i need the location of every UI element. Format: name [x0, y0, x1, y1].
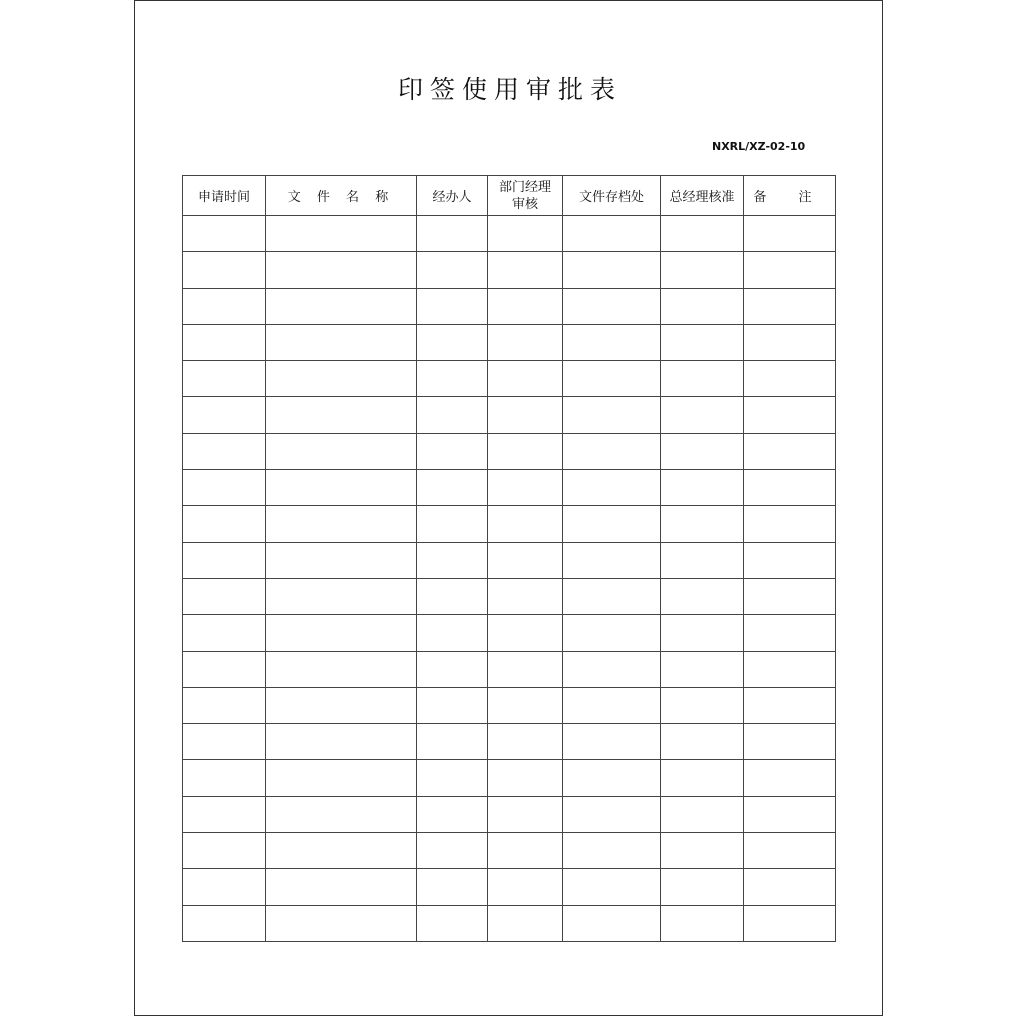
- table-cell[interactable]: [183, 433, 266, 469]
- table-cell[interactable]: [417, 651, 488, 687]
- table-cell[interactable]: [488, 252, 563, 288]
- table-cell[interactable]: [417, 252, 488, 288]
- table-row: [183, 252, 836, 288]
- table-cell[interactable]: [488, 578, 563, 614]
- table-cell[interactable]: [563, 651, 661, 687]
- table-cell[interactable]: [266, 361, 417, 397]
- table-body: [183, 216, 836, 942]
- table-cell[interactable]: [661, 470, 744, 506]
- table-cell[interactable]: [661, 724, 744, 760]
- table-cell[interactable]: [266, 216, 417, 252]
- table-cell[interactable]: [563, 687, 661, 723]
- table-cell[interactable]: [488, 869, 563, 905]
- table-cell[interactable]: [744, 833, 836, 869]
- table-cell[interactable]: [183, 760, 266, 796]
- table-cell[interactable]: [183, 578, 266, 614]
- table-cell[interactable]: [488, 506, 563, 542]
- table-cell[interactable]: [417, 288, 488, 324]
- table-cell[interactable]: [744, 433, 836, 469]
- table-cell[interactable]: [488, 397, 563, 433]
- table-cell[interactable]: [183, 615, 266, 651]
- table-cell[interactable]: [661, 433, 744, 469]
- table-cell[interactable]: [563, 397, 661, 433]
- table-row: [183, 542, 836, 578]
- table-cell[interactable]: [661, 833, 744, 869]
- table-cell[interactable]: [417, 216, 488, 252]
- table-cell[interactable]: [183, 833, 266, 869]
- table-row: [183, 724, 836, 760]
- table-cell[interactable]: [661, 324, 744, 360]
- table-cell[interactable]: [744, 760, 836, 796]
- table-cell[interactable]: [417, 433, 488, 469]
- header-handler: 经办人: [417, 176, 488, 216]
- table-row: [183, 615, 836, 651]
- table-cell[interactable]: [183, 288, 266, 324]
- table-cell[interactable]: [266, 796, 417, 832]
- header-dept-manager-line1: 部门经理: [498, 179, 551, 195]
- table-cell[interactable]: [183, 397, 266, 433]
- table-cell[interactable]: [563, 542, 661, 578]
- table-cell[interactable]: [488, 324, 563, 360]
- table-row: [183, 470, 836, 506]
- approval-table: [182, 175, 836, 942]
- table-cell[interactable]: [266, 506, 417, 542]
- table-cell[interactable]: [417, 796, 488, 832]
- table-cell[interactable]: [488, 615, 563, 651]
- table-cell[interactable]: [183, 470, 266, 506]
- table-row: [183, 905, 836, 941]
- table-row: [183, 216, 836, 252]
- table-cell[interactable]: [488, 216, 563, 252]
- table-cell[interactable]: [661, 288, 744, 324]
- table-cell[interactable]: [744, 615, 836, 651]
- header-archive-location: 文件存档处: [563, 176, 661, 216]
- table-cell[interactable]: [744, 724, 836, 760]
- table-row: [183, 324, 836, 360]
- table-cell[interactable]: [563, 724, 661, 760]
- table-cell[interactable]: [563, 760, 661, 796]
- table-cell[interactable]: [417, 687, 488, 723]
- table-cell[interactable]: [183, 506, 266, 542]
- table-cell[interactable]: [563, 796, 661, 832]
- table-cell[interactable]: [563, 433, 661, 469]
- table-row: [183, 578, 836, 614]
- table-cell[interactable]: [266, 578, 417, 614]
- table-row: [183, 288, 836, 324]
- table-cell[interactable]: [266, 905, 417, 941]
- table-cell[interactable]: [488, 796, 563, 832]
- table-cell[interactable]: [563, 869, 661, 905]
- table-cell[interactable]: [417, 833, 488, 869]
- table-cell[interactable]: [488, 651, 563, 687]
- table-cell[interactable]: [744, 470, 836, 506]
- table-cell[interactable]: [661, 578, 744, 614]
- table-cell[interactable]: [744, 687, 836, 723]
- table-cell[interactable]: [661, 651, 744, 687]
- table-row: [183, 651, 836, 687]
- table-cell[interactable]: [563, 470, 661, 506]
- table-cell[interactable]: [266, 833, 417, 869]
- table-cell[interactable]: [266, 869, 417, 905]
- table-cell[interactable]: [183, 724, 266, 760]
- table-cell[interactable]: [266, 397, 417, 433]
- table-cell[interactable]: [563, 324, 661, 360]
- table-cell[interactable]: [417, 361, 488, 397]
- table-cell[interactable]: [744, 216, 836, 252]
- table-cell[interactable]: [417, 578, 488, 614]
- table-cell[interactable]: [744, 397, 836, 433]
- table-cell[interactable]: [183, 542, 266, 578]
- table-cell[interactable]: [417, 724, 488, 760]
- table-cell[interactable]: [744, 796, 836, 832]
- table-cell[interactable]: [183, 252, 266, 288]
- table-row: [183, 433, 836, 469]
- table-cell[interactable]: [563, 252, 661, 288]
- table-cell[interactable]: [488, 687, 563, 723]
- table-cell[interactable]: [661, 760, 744, 796]
- table-cell[interactable]: [744, 506, 836, 542]
- table-cell[interactable]: [488, 905, 563, 941]
- table-cell[interactable]: [661, 506, 744, 542]
- table-cell[interactable]: [488, 760, 563, 796]
- table-cell[interactable]: [266, 687, 417, 723]
- header-dept-manager-review: [488, 176, 563, 216]
- table-cell[interactable]: [417, 542, 488, 578]
- table-cell[interactable]: [661, 361, 744, 397]
- table-cell[interactable]: [417, 506, 488, 542]
- table-cell[interactable]: [563, 615, 661, 651]
- table-row: [183, 397, 836, 433]
- table-cell[interactable]: [488, 433, 563, 469]
- table-cell[interactable]: [488, 833, 563, 869]
- table-cell[interactable]: [417, 869, 488, 905]
- header-apply-time: 申请时间: [183, 176, 266, 216]
- table-cell[interactable]: [183, 651, 266, 687]
- table-cell[interactable]: [744, 361, 836, 397]
- table-cell[interactable]: [488, 724, 563, 760]
- table-cell[interactable]: [661, 615, 744, 651]
- table-cell[interactable]: [661, 216, 744, 252]
- table-cell[interactable]: [563, 288, 661, 324]
- table-cell[interactable]: [183, 361, 266, 397]
- table-cell[interactable]: [183, 216, 266, 252]
- table-cell[interactable]: [417, 470, 488, 506]
- table-cell[interactable]: [661, 542, 744, 578]
- table-cell[interactable]: [744, 578, 836, 614]
- table-cell[interactable]: [744, 252, 836, 288]
- table-row: [183, 506, 836, 542]
- table-cell[interactable]: [417, 324, 488, 360]
- table-cell[interactable]: [266, 760, 417, 796]
- table-row: [183, 796, 836, 832]
- table-cell[interactable]: [266, 433, 417, 469]
- header-gm-approval: 总经理核准: [661, 176, 744, 216]
- table-cell[interactable]: [563, 833, 661, 869]
- table-cell[interactable]: [266, 651, 417, 687]
- header-document-name: 文 件 名 称: [266, 176, 417, 216]
- table-row: [183, 833, 836, 869]
- table-cell[interactable]: [183, 687, 266, 723]
- table-cell[interactable]: [183, 905, 266, 941]
- table-row: [183, 361, 836, 397]
- table-cell[interactable]: [266, 288, 417, 324]
- table-cell[interactable]: [661, 687, 744, 723]
- table-cell[interactable]: [417, 905, 488, 941]
- table-cell[interactable]: [563, 361, 661, 397]
- table-cell[interactable]: [183, 324, 266, 360]
- table-header-row: [183, 176, 836, 216]
- table-row: [183, 869, 836, 905]
- table-cell[interactable]: [661, 869, 744, 905]
- table-row: [183, 687, 836, 723]
- table-cell[interactable]: [661, 905, 744, 941]
- table-cell[interactable]: [417, 615, 488, 651]
- table-cell[interactable]: [183, 869, 266, 905]
- table-cell[interactable]: [266, 252, 417, 288]
- table-cell[interactable]: [417, 397, 488, 433]
- table-cell[interactable]: [563, 578, 661, 614]
- table-cell[interactable]: [488, 542, 563, 578]
- table-cell[interactable]: [744, 869, 836, 905]
- table-cell[interactable]: [744, 651, 836, 687]
- table-cell[interactable]: [266, 470, 417, 506]
- table-cell[interactable]: [417, 760, 488, 796]
- table-cell[interactable]: [563, 506, 661, 542]
- table-cell[interactable]: [661, 796, 744, 832]
- header-remarks: 备 注: [744, 176, 836, 216]
- table-cell[interactable]: [488, 470, 563, 506]
- table-cell[interactable]: [744, 324, 836, 360]
- table-cell[interactable]: [488, 361, 563, 397]
- table-cell[interactable]: [661, 397, 744, 433]
- table-cell[interactable]: [488, 288, 563, 324]
- table-cell[interactable]: [744, 542, 836, 578]
- table-cell[interactable]: [266, 724, 417, 760]
- table-cell[interactable]: [183, 796, 266, 832]
- table-cell[interactable]: [266, 324, 417, 360]
- form-title: 印签使用审批表: [398, 75, 623, 104]
- table-cell[interactable]: [266, 542, 417, 578]
- table-cell[interactable]: [661, 252, 744, 288]
- table-cell[interactable]: [563, 905, 661, 941]
- table-cell[interactable]: [744, 905, 836, 941]
- table-cell[interactable]: [266, 615, 417, 651]
- table-cell[interactable]: [744, 288, 836, 324]
- table-cell[interactable]: [563, 216, 661, 252]
- document-code: NXRL/XZ-02-10: [712, 140, 806, 153]
- header-dept-manager-line2: 审核: [511, 196, 538, 212]
- table-row: [183, 760, 836, 796]
